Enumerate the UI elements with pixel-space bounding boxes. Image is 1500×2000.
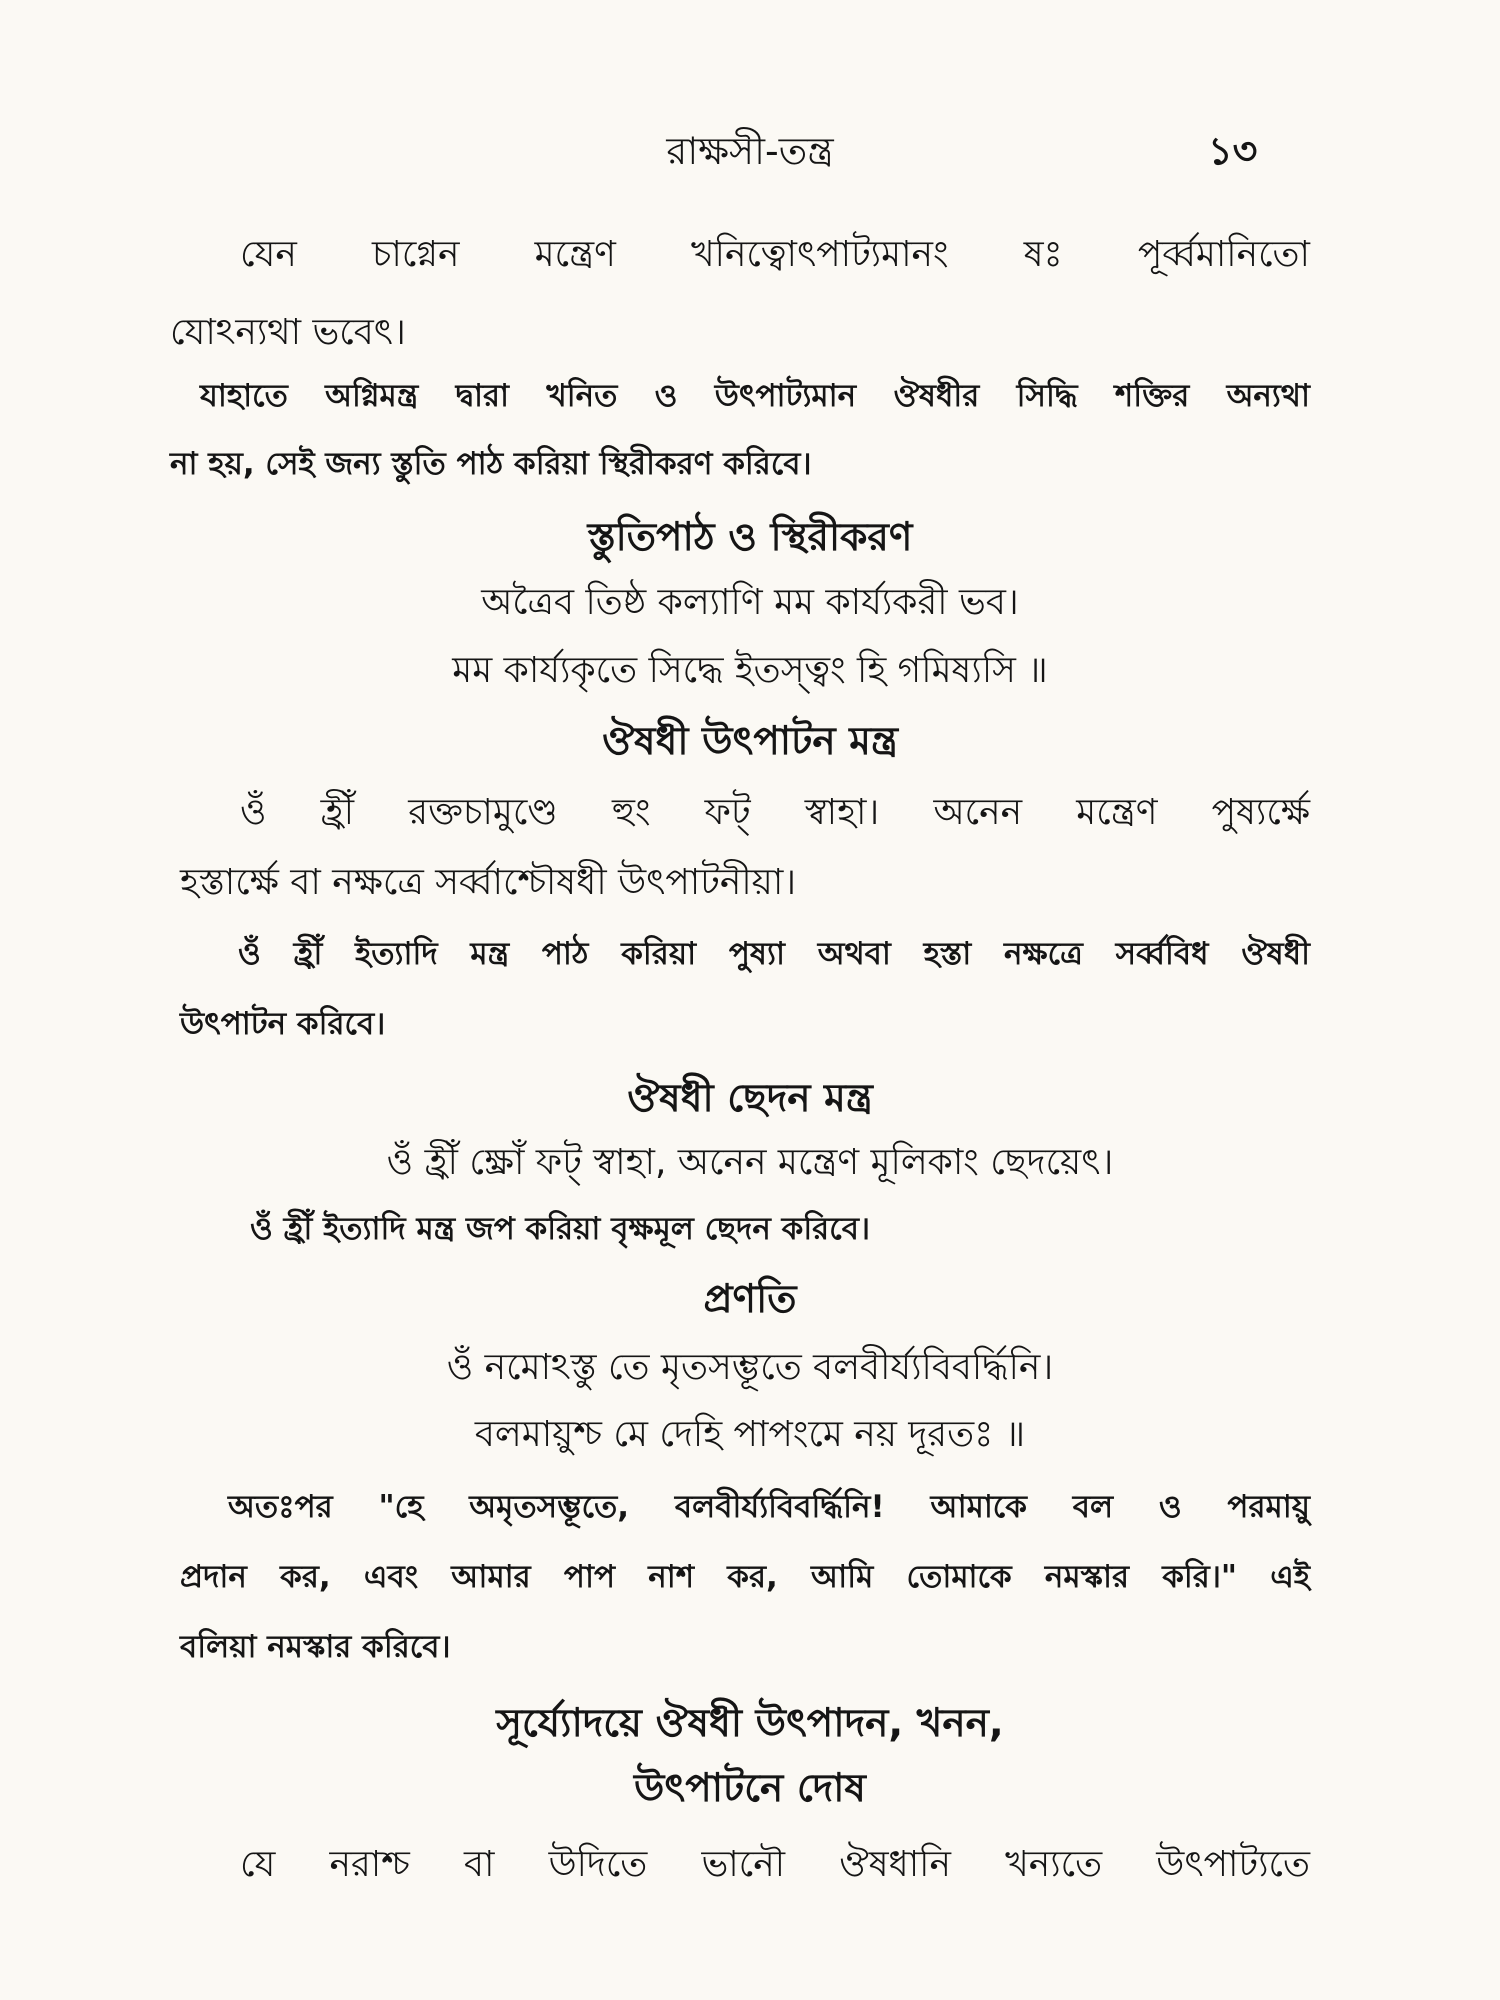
running-header-title: রাক্ষসী-তন্ত্র — [666, 129, 834, 173]
prose-line: উৎপাটন করিবে। — [180, 1006, 386, 1042]
prose-line: ওঁ হ্রীঁ ইত্যাদি মন্ত্র জপ করিয়া বৃক্ষমূল ছেদন করিবে। — [250, 1211, 871, 1247]
verse-line: ওঁ হ্রীঁ ক্ষ্রোঁ ফট্ স্বাহা, অনেন মন্ত্রেণ মূলিকাং ছেদয়েৎ। — [386, 1142, 1114, 1183]
section-heading: ঔষধী উৎপাটন মন্ত্র — [602, 719, 898, 764]
verse-line: অত্রৈব তিষ্ঠ কল্যাণি মম কার্য্যকরী ভব। — [481, 582, 1019, 623]
prose-line: বলিয়া নমস্কার করিবে। — [180, 1629, 451, 1665]
verse-line: ওঁ হ্রীঁ রক্তচামুণ্ডে হুং ফট্ স্বাহা। অনেন মন্ত্রেণ পুষ্যর্ক্ষে — [240, 792, 1310, 833]
verse-line: যোঽন্যথা ভবেৎ। — [170, 312, 406, 353]
section-heading: উৎপাটনে দোষ — [634, 1766, 866, 1811]
section-heading: প্রণতি — [703, 1277, 797, 1322]
section-heading: সূর্য্যোদয়ে ঔষধী উৎপাদন, খনন, — [496, 1701, 1004, 1746]
verse-line: মম কার্য্যকৃতে সিদ্ধে ইতস্ত্বং হি গমিষ্যসি ॥ — [452, 650, 1048, 691]
verse-line: বলমায়ুশ্চ মে দেহি পাপংমে নয় দূরতঃ ॥ — [474, 1414, 1026, 1455]
prose-line: প্রদান কর, এবং আমার পাপ নাশ কর, আমি তোমাকে নমস্কার করি।" এই — [180, 1559, 1310, 1595]
page-number: ১৩ — [1208, 129, 1258, 173]
verse-line: ওঁ নমোঽস্তু তে মৃতসম্ভূতে বলবীর্য্যবিবর্দ্ধিনি। — [446, 1347, 1054, 1388]
prose-line: ওঁ হ্রীঁ ইত্যাদি মন্ত্র পাঠ করিয়া পুষ্যা অথবা হস্তা নক্ষত্রে সর্ব্ববিধ ঔষধী — [238, 936, 1310, 972]
verse-line: যে নরাশ্চ বা উদিতে ভানৌ ঔষধানি খন্যতে উৎপাট্যতে — [240, 1844, 1310, 1885]
verse-line: যেন চাগ্নেন মন্ত্রেণ খনিত্বোৎপাট্যমানং ষঃ পূর্ব্বমানিতো — [240, 234, 1310, 275]
verse-line: হস্তার্ক্ষে বা নক্ষত্রে সর্ব্বাশ্চৌষধী উৎপাটনীয়া। — [180, 862, 797, 903]
section-heading: স্তুতিপাঠ ও স্থিরীকরণ — [587, 515, 913, 560]
prose-line: যাহাতে অগ্নিমন্ত্র দ্বারা খনিত ও উৎপাট্যমান ঔষধীর সিদ্ধি শক্তির অন্যথা — [200, 378, 1310, 414]
prose-line: অতঃপর "হে অমৃতসম্ভূতে, বলবীর্য্যবিবর্দ্ধিনি! আমাকে বল ও পরমায়ু — [228, 1489, 1310, 1525]
prose-line: না হয়, সেই জন্য স্তুতি পাঠ করিয়া স্থিরীকরণ করিবে। — [170, 446, 812, 482]
section-heading: ঔষধী ছেদন মন্ত্র — [627, 1076, 873, 1121]
